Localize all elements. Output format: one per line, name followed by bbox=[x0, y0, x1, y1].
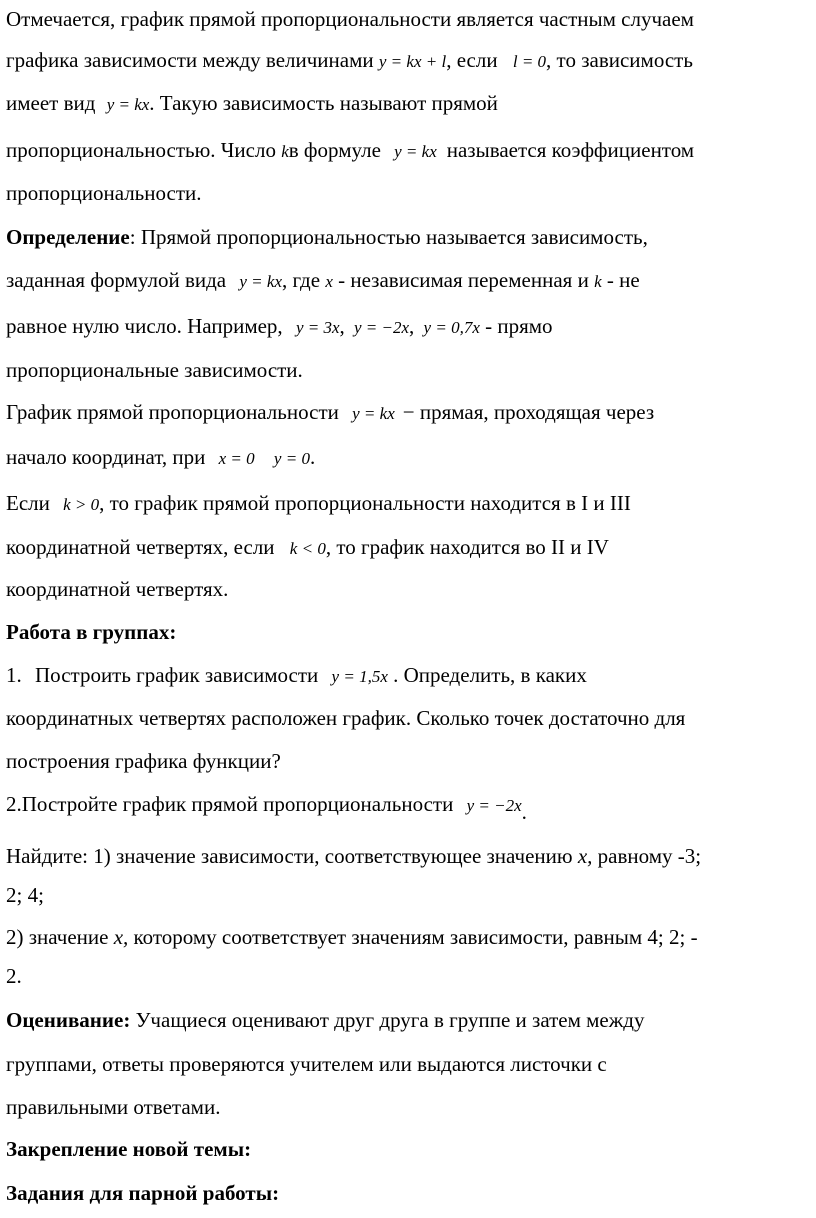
text: 2. bbox=[6, 964, 22, 988]
paragraph-line bbox=[6, 444, 315, 472]
paragraph-line: График прямой пропорциональности y = kx − прямая, проходящая через bbox=[6, 399, 654, 427]
formula: x = 0 bbox=[218, 449, 255, 468]
text: координатных четвертях расположен график. Сколько точек достаточно для bbox=[6, 706, 686, 730]
section-heading bbox=[6, 1180, 279, 1206]
task-line bbox=[6, 791, 527, 824]
text: , то график прямой пропорциональности находится в I и III bbox=[99, 491, 631, 515]
definition-line bbox=[6, 224, 648, 250]
task-line bbox=[6, 843, 701, 869]
text: которому соответствует значениям зависимости, равным 4; 2; - bbox=[133, 925, 698, 949]
formula: y = kx bbox=[352, 404, 395, 423]
task-line bbox=[6, 963, 22, 989]
variable: x, bbox=[577, 844, 593, 868]
text: , то зависимость bbox=[546, 48, 693, 72]
formula: k < 0 bbox=[289, 539, 326, 558]
task-line bbox=[6, 662, 587, 690]
text: начало координат, при bbox=[6, 445, 206, 469]
task-line bbox=[6, 924, 698, 950]
text: равному -3; bbox=[597, 844, 702, 868]
text: имеет вид bbox=[6, 91, 96, 115]
text: заданная формулой вида bbox=[6, 268, 227, 292]
text: График прямой пропорциональности bbox=[6, 400, 339, 424]
text: 2; 4; bbox=[6, 883, 44, 907]
paragraph-line bbox=[6, 576, 228, 602]
text: , если bbox=[446, 48, 498, 72]
pair-work-heading: Задания для парной работы: bbox=[6, 1181, 280, 1205]
definition-line: равное нулю число. Например, y = 3x, y = −2x, y = 0,7x - прямо bbox=[6, 313, 553, 341]
task-number: 1. bbox=[6, 663, 22, 687]
paragraph-line bbox=[6, 6, 694, 32]
formula: y = 0,7x bbox=[423, 318, 480, 337]
text: , то график находится во II и IV bbox=[325, 535, 609, 559]
formula: y = 1,5x bbox=[331, 667, 388, 686]
text: . bbox=[521, 800, 527, 824]
assessment-line bbox=[6, 1007, 644, 1033]
task-line bbox=[6, 882, 44, 908]
text: - независимая переменная и bbox=[338, 268, 589, 292]
text: Если bbox=[6, 491, 50, 515]
formula: k bbox=[594, 272, 602, 291]
paragraph-line bbox=[6, 180, 202, 206]
paragraph-line bbox=[6, 534, 609, 562]
paragraph-line bbox=[6, 90, 498, 118]
formula: y = kx bbox=[394, 142, 437, 161]
text: - прямо bbox=[485, 314, 553, 338]
variable: x, bbox=[113, 925, 129, 949]
formula: y = −2x bbox=[354, 318, 410, 337]
text: . bbox=[309, 445, 316, 469]
text: 2.Постройте график прямой пропорциональности bbox=[6, 792, 454, 816]
paragraph-line bbox=[6, 47, 693, 75]
definition-line bbox=[6, 357, 303, 383]
section-heading bbox=[6, 1136, 251, 1162]
text: прямая, проходящая через bbox=[419, 400, 655, 424]
text: называется коэффициентом bbox=[446, 138, 695, 162]
formula: k bbox=[281, 142, 289, 161]
text: построения графика функции? bbox=[6, 749, 281, 773]
assessment-line bbox=[6, 1051, 607, 1077]
formula: y = 3x bbox=[295, 318, 340, 337]
formula: k > 0 bbox=[63, 495, 100, 514]
formula: y = kx bbox=[239, 272, 282, 291]
text: пропорциональности. bbox=[6, 181, 202, 205]
text: : Прямой пропорциональностью называется зависимость, bbox=[129, 225, 648, 249]
task-line bbox=[6, 748, 281, 774]
text: координатной четвертях, если bbox=[6, 535, 275, 559]
formula: y = −2x bbox=[466, 796, 522, 815]
paragraph-line bbox=[6, 137, 694, 165]
task-line bbox=[6, 705, 685, 731]
text: правильными ответами. bbox=[6, 1095, 221, 1119]
text: пропорциональные зависимости. bbox=[6, 358, 303, 382]
definition-line bbox=[6, 267, 640, 295]
text: . Такую зависимость называют прямой bbox=[149, 91, 498, 115]
text: , где bbox=[281, 268, 321, 292]
formula: x bbox=[325, 272, 333, 291]
formula: y = kx bbox=[106, 95, 150, 114]
formula: y = kx + l bbox=[378, 52, 447, 71]
definition-label: Определение bbox=[6, 225, 130, 249]
consolidation-heading: Закрепление новой темы: bbox=[6, 1137, 252, 1161]
paragraph-line bbox=[6, 490, 631, 518]
text: Найдите: 1) значение зависимости, соответствующее значению bbox=[6, 844, 573, 868]
text: 2) значение bbox=[6, 925, 109, 949]
text: Построить график зависимости bbox=[35, 663, 319, 687]
text: в формуле bbox=[288, 138, 381, 162]
assessment-label: Оценивание: bbox=[6, 1008, 131, 1032]
text: графика зависимости между величинами bbox=[6, 48, 374, 72]
formula: y = 0 bbox=[273, 449, 310, 468]
text: Отмечается, график прямой пропорциональности является частным случаем bbox=[6, 7, 694, 31]
text: пропорциональностью. Число bbox=[6, 138, 276, 162]
assessment-line bbox=[6, 1094, 220, 1120]
text: координатной четвертях. bbox=[6, 577, 229, 601]
text: Учащиеся оценивают друг друга в группе и затем между bbox=[135, 1008, 645, 1032]
text: группами, ответы проверяются учителем или выдаются листочки с bbox=[6, 1052, 607, 1076]
text: . Определить, в каких bbox=[393, 663, 587, 687]
text: - не bbox=[606, 268, 640, 292]
text: равное нулю число. Например, bbox=[6, 314, 283, 338]
group-work-heading: Работа в группах: bbox=[6, 620, 177, 644]
section-heading bbox=[6, 619, 176, 645]
formula: l = 0 bbox=[512, 52, 547, 71]
